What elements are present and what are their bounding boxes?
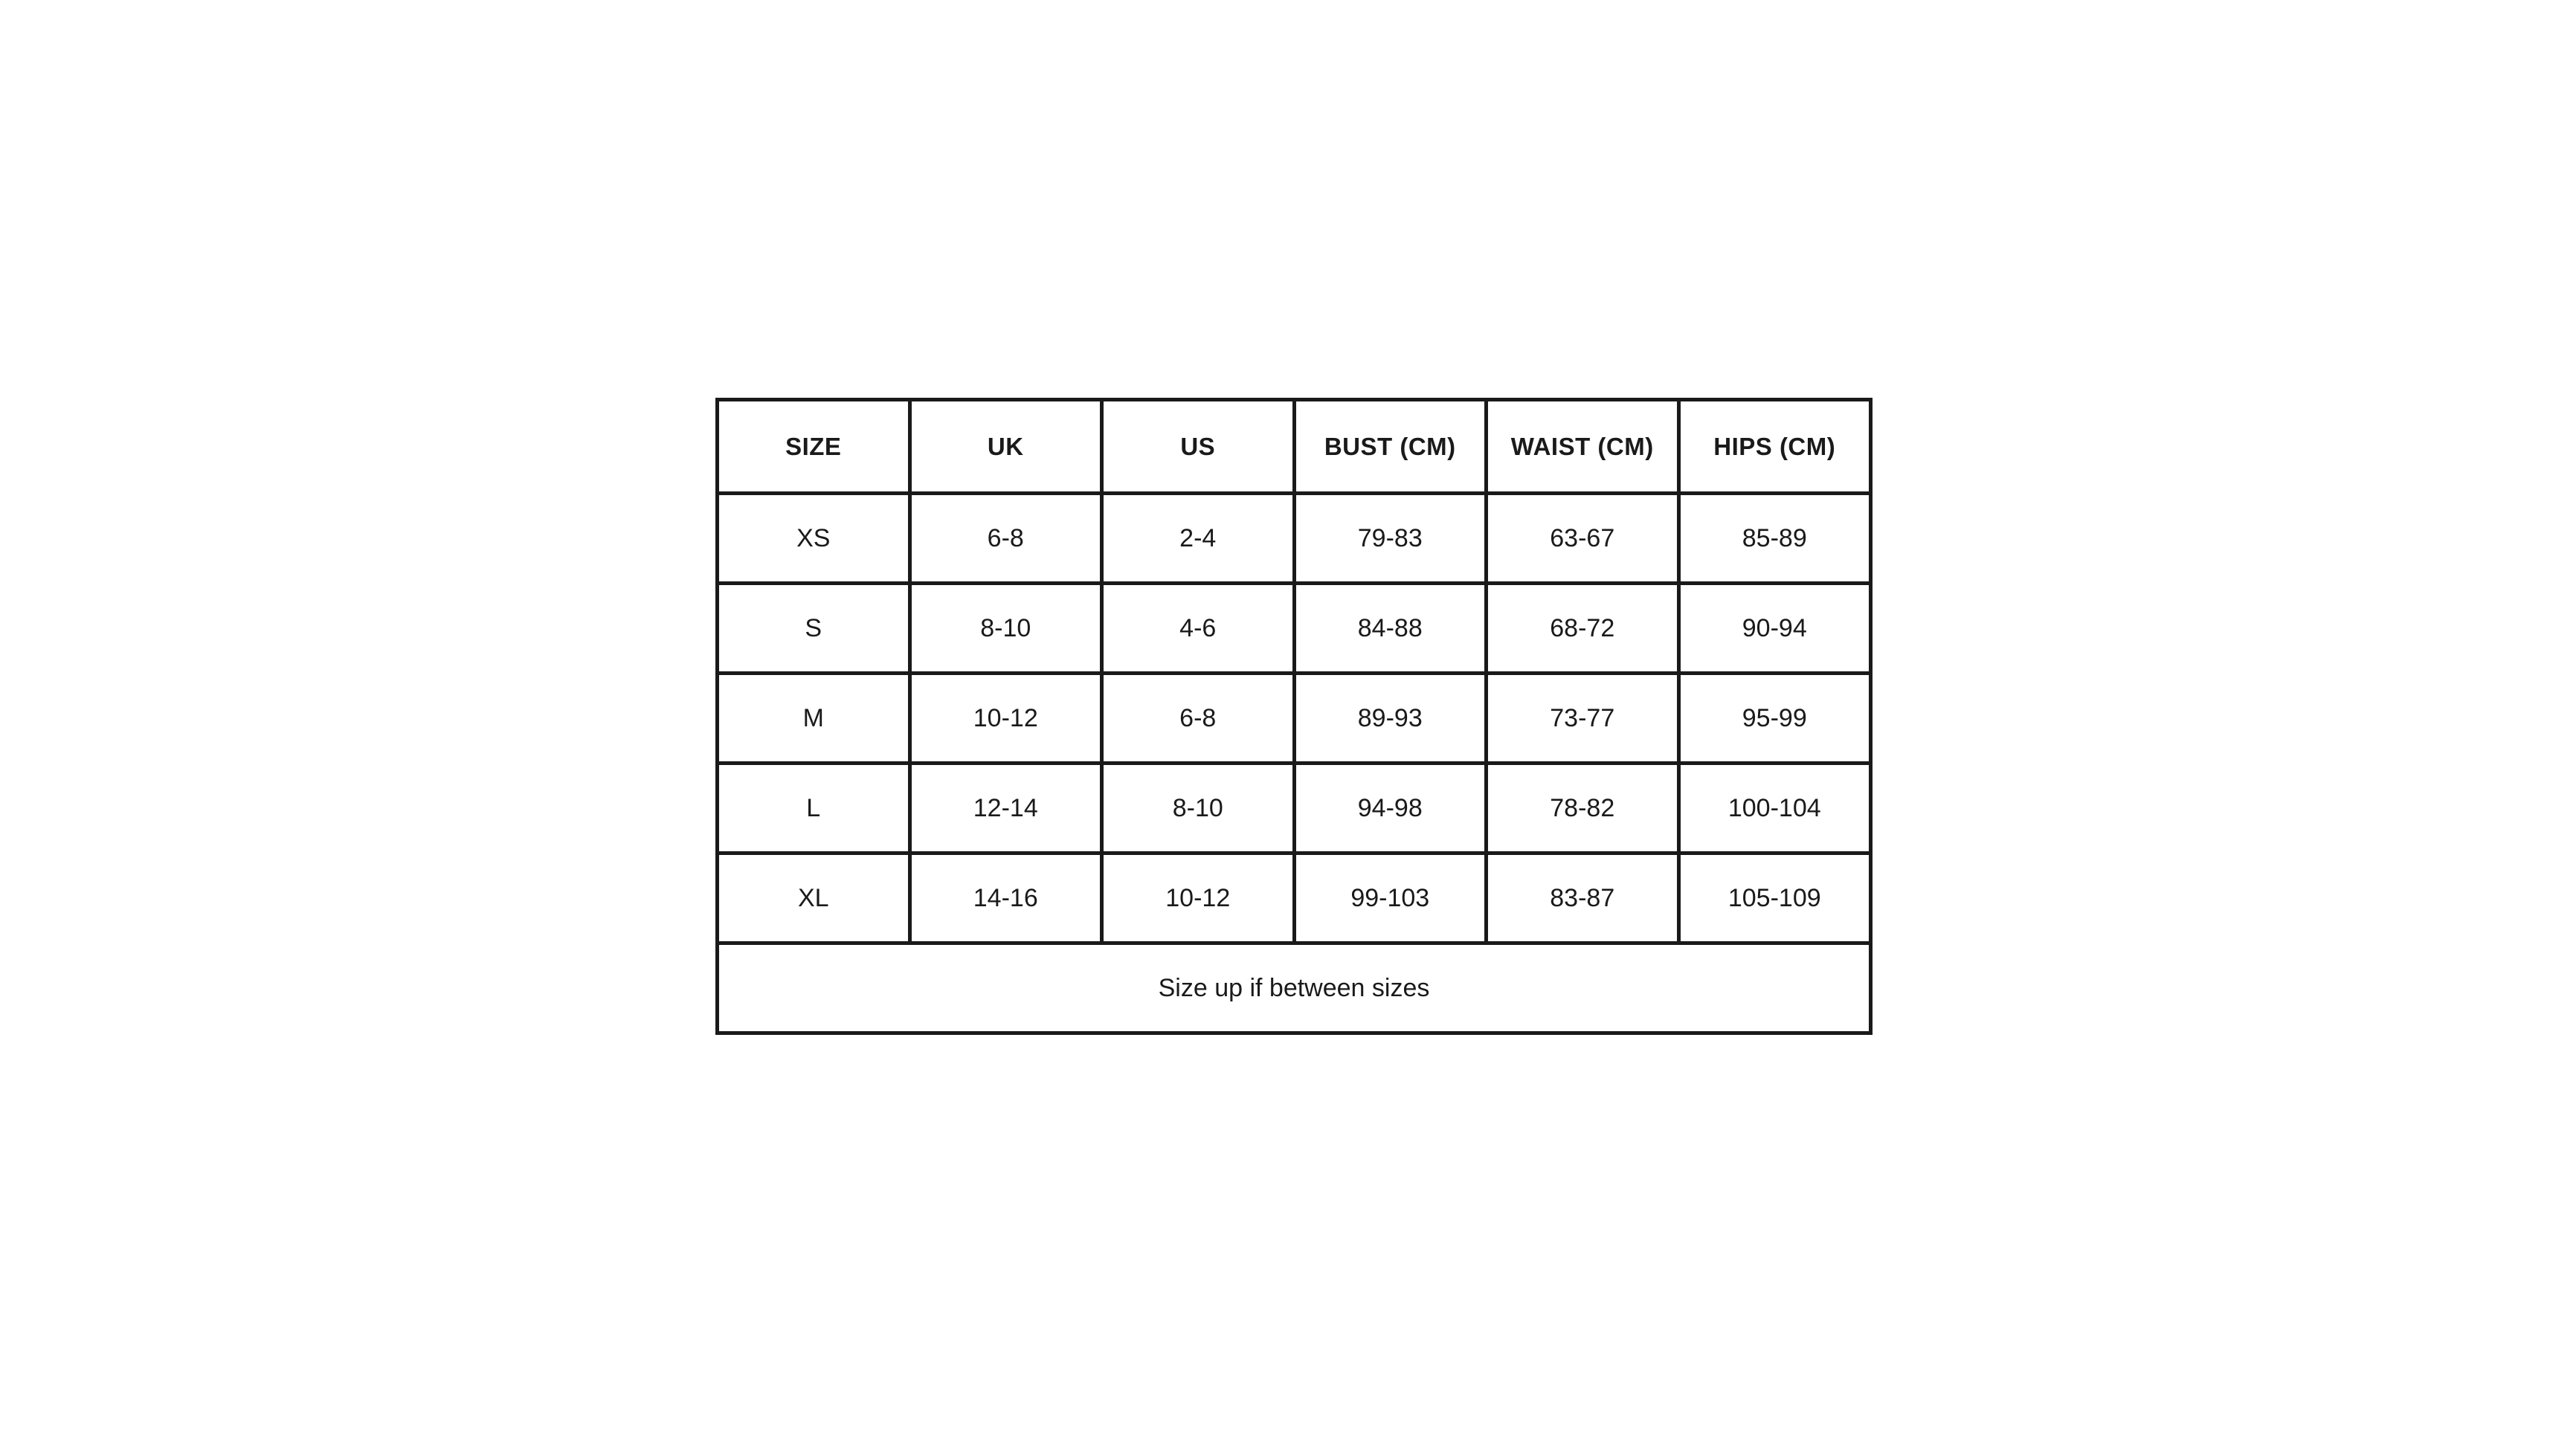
table-row [718,674,1871,764]
cell-waist: 73-77 [1487,674,1679,764]
table-row [718,764,1871,853]
cell-uk: 14-16 [909,853,1102,943]
cell-us: 10-12 [1102,853,1295,943]
header-us: US [1102,400,1295,494]
cell-hips: 85-89 [1678,494,1871,584]
cell-bust: 94-98 [1294,764,1487,853]
table-row [718,853,1871,943]
cell-bust: 99-103 [1294,853,1487,943]
header-hips: HIPS (CM) [1678,400,1871,494]
cell-waist: 83-87 [1487,853,1679,943]
size-chart-table [715,398,1873,1035]
cell-waist: 68-72 [1487,584,1679,674]
cell-size: S [718,584,910,674]
cell-hips: 100-104 [1678,764,1871,853]
cell-hips: 105-109 [1678,853,1871,943]
cell-uk: 6-8 [909,494,1102,584]
cell-uk: 12-14 [909,764,1102,853]
header-size: SIZE [718,400,910,494]
size-note: Size up if between sizes [718,943,1871,1033]
header-uk: UK [909,400,1102,494]
cell-hips: 90-94 [1678,584,1871,674]
cell-bust: 84-88 [1294,584,1487,674]
cell-uk: 10-12 [909,674,1102,764]
table-row [718,584,1871,674]
table-row [718,494,1871,584]
cell-size: L [718,764,910,853]
cell-waist: 63-67 [1487,494,1679,584]
cell-us: 8-10 [1102,764,1295,853]
cell-us: 2-4 [1102,494,1295,584]
table-header-row [718,400,1871,494]
cell-size: XS [718,494,910,584]
cell-us: 6-8 [1102,674,1295,764]
cell-size: M [718,674,910,764]
cell-size: XL [718,853,910,943]
cell-uk: 8-10 [909,584,1102,674]
header-bust: BUST (CM) [1294,400,1487,494]
cell-bust: 79-83 [1294,494,1487,584]
cell-bust: 89-93 [1294,674,1487,764]
cell-us: 4-6 [1102,584,1295,674]
table-note-row [718,943,1871,1033]
cell-waist: 78-82 [1487,764,1679,853]
cell-hips: 95-99 [1678,674,1871,764]
header-waist: WAIST (CM) [1487,400,1679,494]
